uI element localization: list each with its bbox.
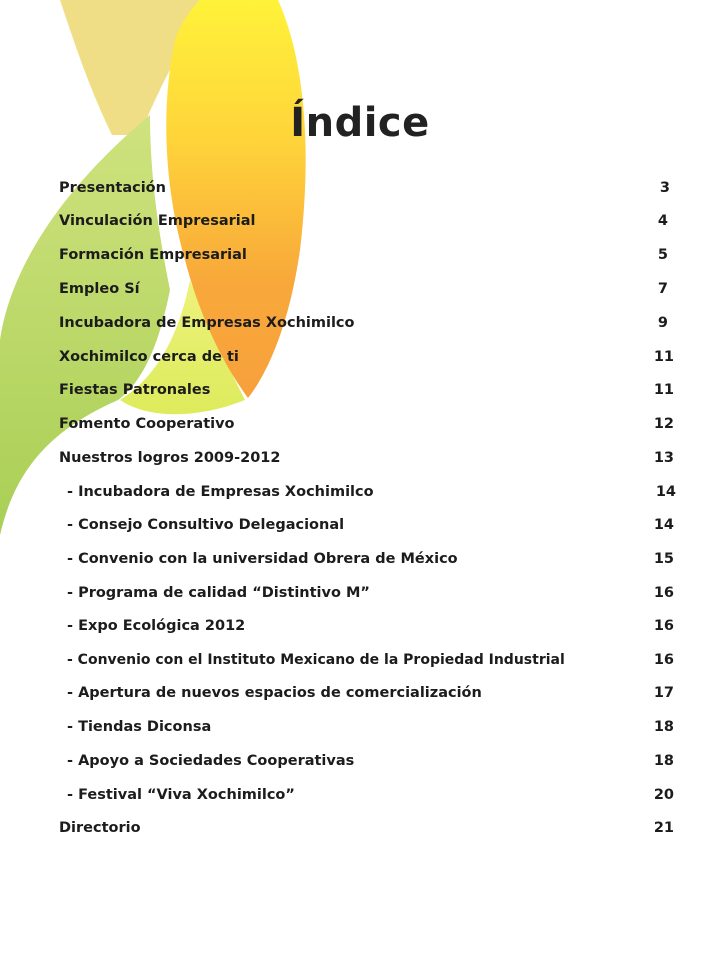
toc-entry-page: 20 [653, 787, 674, 803]
toc-entry-page: 16 [653, 652, 674, 668]
toc-entry[interactable] [0, 446, 720, 470]
toc-entry[interactable] [0, 412, 720, 436]
toc-entry-title: Formación Empresarial [59, 247, 247, 263]
toc-entry-page: 14 [655, 484, 676, 500]
toc-entry-page: 15 [653, 551, 674, 567]
toc-entry-page: 18 [653, 719, 674, 735]
toc-subentry[interactable] [0, 581, 720, 605]
toc-entry-page: 12 [653, 416, 674, 432]
toc-entry-page: 4 [657, 213, 668, 229]
toc-entry-title: - Incubadora de Empresas Xochimilco [67, 484, 374, 500]
toc-subentry[interactable] [0, 681, 720, 705]
toc-entry-title: - Apertura de nuevos espacios de comercialización [67, 685, 482, 701]
toc-entry-title: - Expo Ecológica 2012 [67, 618, 246, 634]
toc-entry-title: - Tiendas Diconsa [67, 719, 212, 735]
toc-entry-page: 16 [653, 585, 674, 601]
toc-entry-page: 18 [653, 753, 674, 769]
toc-entry[interactable] [0, 209, 720, 233]
toc-entry-title: Incubadora de Empresas Xochimilco [59, 315, 355, 331]
toc-entry-title: - Apoyo a Sociedades Cooperativas [67, 753, 355, 769]
toc-entry-page: 17 [653, 685, 674, 701]
toc-subentry[interactable] [0, 614, 720, 638]
toc-entry[interactable] [0, 243, 720, 267]
toc-entry-title: - Convenio con la universidad Obrera de México [67, 551, 458, 567]
toc-entry-title: Xochimilco cerca de ti [59, 349, 239, 365]
toc-entry[interactable] [0, 378, 720, 402]
toc-entry[interactable] [0, 816, 720, 840]
toc-subentry[interactable] [0, 715, 720, 739]
toc-entry-page: 11 [653, 382, 674, 398]
toc-entry-title: Presentación [59, 180, 166, 196]
toc-subentry[interactable] [0, 480, 720, 504]
toc-entry-page: 13 [653, 450, 674, 466]
toc-entry-title: - Consejo Consultivo Delegacional [67, 517, 345, 533]
toc-entry[interactable] [0, 277, 720, 301]
toc-entry-title: - Convenio con el Instituto Mexicano de la Propiedad Industrial [67, 652, 565, 668]
toc-entry-page: 7 [657, 281, 668, 297]
toc-entry-title: Vinculación Empresarial [59, 213, 256, 229]
toc-entry-page: 14 [653, 517, 674, 533]
toc-subentry[interactable] [0, 547, 720, 571]
toc-entry-title: Empleo Sí [59, 281, 140, 297]
toc-subentry[interactable] [0, 513, 720, 537]
toc-entry[interactable] [0, 345, 720, 369]
toc-entry-page: 21 [653, 820, 674, 836]
toc-entry-page: 11 [653, 349, 674, 365]
toc-entry-title: Fiestas Patronales [59, 382, 211, 398]
toc-subentry[interactable] [0, 749, 720, 773]
toc-entry[interactable] [0, 176, 720, 200]
toc-entry[interactable] [0, 311, 720, 335]
toc-entry-page: 16 [653, 618, 674, 634]
toc-subentry[interactable] [0, 648, 720, 672]
toc-entry-page: 5 [657, 247, 668, 263]
toc-subentry[interactable] [0, 783, 720, 807]
toc-entry-title: Nuestros logros 2009-2012 [59, 450, 281, 466]
toc-entry-page: 3 [659, 180, 670, 196]
toc-entry-title: - Festival “Viva Xochimilco” [67, 787, 295, 803]
page-title: Índice [290, 100, 430, 146]
toc-entry-title: Directorio [59, 820, 141, 836]
toc-entry-title: - Programa de calidad “Distintivo M” [67, 585, 370, 601]
toc-entry-title: Fomento Cooperativo [59, 416, 235, 432]
toc-entry-page: 9 [657, 315, 668, 331]
